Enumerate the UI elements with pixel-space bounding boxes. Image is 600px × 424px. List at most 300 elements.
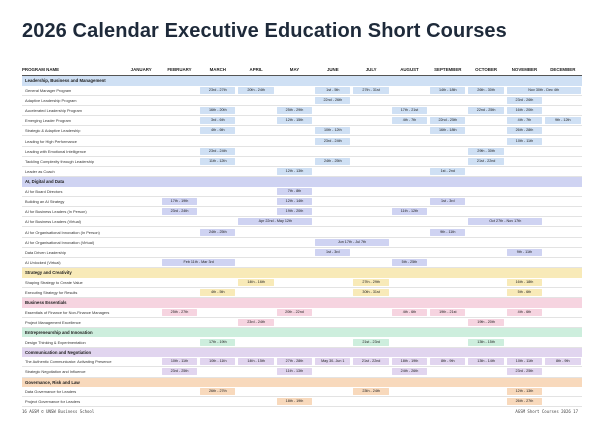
- empty-cell: [237, 207, 275, 217]
- session-dates: Nov 30th - Dec 4th: [507, 87, 581, 94]
- empty-cell: [122, 247, 160, 257]
- empty-cell: [314, 217, 352, 227]
- empty-cell: [122, 156, 160, 166]
- empty-cell: [429, 367, 467, 377]
- course-row: [22, 136, 582, 146]
- course-calendar-table: [22, 64, 582, 407]
- session-dates: 23rd - 25th: [162, 368, 197, 375]
- course-name: General Manager Program: [22, 86, 122, 96]
- session-cell: [544, 116, 582, 126]
- course-row: [22, 187, 582, 197]
- session-dates: 26th - 27th: [507, 398, 542, 405]
- session-cell: [314, 95, 352, 105]
- empty-cell: [314, 187, 352, 197]
- empty-cell: [199, 136, 237, 146]
- session-dates: 19th - 20th: [468, 319, 503, 326]
- empty-cell: [122, 105, 160, 115]
- session-cell: [160, 308, 198, 318]
- empty-cell: [237, 126, 275, 136]
- session-dates: 12th - 14th: [277, 198, 312, 205]
- empty-cell: [467, 116, 505, 126]
- empty-cell: [544, 105, 582, 115]
- empty-cell: [237, 196, 275, 206]
- empty-cell: [544, 156, 582, 166]
- session-cell: [505, 357, 543, 367]
- session-cell: [505, 86, 582, 96]
- course-row: [22, 387, 582, 397]
- session-cell: [467, 357, 505, 367]
- empty-cell: [467, 95, 505, 105]
- empty-cell: [237, 156, 275, 166]
- session-cell: [199, 116, 237, 126]
- section-header: [22, 76, 582, 86]
- session-dates: 25th - 29th: [277, 107, 312, 114]
- session-cell: [199, 156, 237, 166]
- session-dates: 13th - 14th: [468, 358, 503, 365]
- empty-cell: [237, 287, 275, 297]
- empty-cell: [467, 247, 505, 257]
- footer-right: AGSM Short Courses 2026 17: [515, 409, 578, 414]
- empty-cell: [160, 187, 198, 197]
- session-cell: [237, 86, 275, 96]
- session-cell: [199, 126, 237, 136]
- session-cell: [429, 167, 467, 177]
- empty-cell: [122, 136, 160, 146]
- empty-cell: [122, 367, 160, 377]
- empty-cell: [544, 397, 582, 407]
- empty-cell: [199, 196, 237, 206]
- session-dates: 22nd - 26th: [315, 97, 350, 104]
- session-cell: [275, 116, 313, 126]
- course-row: [22, 156, 582, 166]
- session-dates: 9th - 11th: [507, 249, 542, 256]
- session-dates: 8th - 9th: [430, 358, 465, 365]
- course-row: [22, 287, 582, 297]
- empty-cell: [352, 126, 390, 136]
- session-dates: 23th - 24th: [353, 388, 388, 395]
- course-name: Strategic Negotiation and Influence: [22, 367, 122, 377]
- session-cell: [390, 258, 428, 268]
- empty-cell: [429, 156, 467, 166]
- empty-cell: [390, 187, 428, 197]
- empty-cell: [122, 308, 160, 318]
- session-dates: 9th - 12th: [545, 117, 580, 124]
- course-name: AI for Organisational Innovation (In Person): [22, 227, 122, 237]
- session-cell: [314, 247, 352, 257]
- empty-cell: [275, 237, 313, 247]
- session-dates: 18th - 19th: [392, 358, 427, 365]
- session-cell: [160, 357, 198, 367]
- column-header-april: APRIL: [237, 64, 275, 76]
- empty-cell: [390, 196, 428, 206]
- empty-cell: [122, 317, 160, 327]
- empty-cell: [237, 247, 275, 257]
- empty-cell: [314, 207, 352, 217]
- column-header-february: FEBRUARY: [160, 64, 198, 76]
- session-dates: 16th - 20th: [200, 107, 235, 114]
- empty-cell: [275, 95, 313, 105]
- empty-cell: [352, 146, 390, 156]
- course-name: Leader as Coach: [22, 167, 122, 177]
- session-cell: [314, 136, 352, 146]
- empty-cell: [237, 397, 275, 407]
- empty-cell: [467, 207, 505, 217]
- empty-cell: [237, 95, 275, 105]
- session-dates: Feb 11th - Mar 3rd: [162, 259, 236, 266]
- session-dates: 23rd - 24th: [315, 138, 350, 145]
- empty-cell: [160, 136, 198, 146]
- empty-cell: [390, 278, 428, 288]
- empty-cell: [467, 258, 505, 268]
- empty-cell: [544, 278, 582, 288]
- empty-cell: [467, 196, 505, 206]
- session-cell: [199, 357, 237, 367]
- session-dates: 21st - 23rd: [353, 339, 388, 346]
- empty-cell: [544, 217, 582, 227]
- section-header: [22, 347, 582, 357]
- empty-cell: [390, 227, 428, 237]
- empty-cell: [237, 258, 275, 268]
- session-dates: 23rd - 26th: [507, 97, 542, 104]
- empty-cell: [352, 207, 390, 217]
- empty-cell: [160, 156, 198, 166]
- session-dates: 4th - 6th: [507, 309, 542, 316]
- session-dates: 23rd - 24th: [162, 208, 197, 215]
- session-dates: 11th - 12th: [200, 158, 235, 165]
- session-cell: [390, 308, 428, 318]
- empty-cell: [467, 237, 505, 247]
- course-row: [22, 237, 582, 247]
- empty-cell: [390, 95, 428, 105]
- session-cell: [429, 357, 467, 367]
- empty-cell: [467, 308, 505, 318]
- empty-cell: [237, 337, 275, 347]
- empty-cell: [429, 278, 467, 288]
- empty-cell: [505, 167, 543, 177]
- session-cell: [505, 95, 543, 105]
- session-dates: Jun 17th - Jul 7th: [315, 239, 389, 246]
- session-cell: [505, 247, 543, 257]
- empty-cell: [544, 247, 582, 257]
- session-cell: [390, 207, 428, 217]
- section-header: [22, 327, 582, 337]
- session-cell: [314, 357, 352, 367]
- section-title: Business Essentials: [22, 298, 582, 308]
- session-cell: [467, 105, 505, 115]
- empty-cell: [237, 167, 275, 177]
- course-name: Shaping Strategy to Create Value: [22, 278, 122, 288]
- session-cell: [505, 278, 543, 288]
- empty-cell: [390, 397, 428, 407]
- empty-cell: [160, 105, 198, 115]
- session-dates: 29th - 30th: [468, 148, 503, 155]
- session-cell: [352, 278, 390, 288]
- empty-cell: [122, 337, 160, 347]
- session-dates: 8th - 9th: [545, 358, 580, 365]
- empty-cell: [544, 207, 582, 217]
- session-cell: [429, 196, 467, 206]
- session-dates: 12th - 13th: [277, 168, 312, 175]
- empty-cell: [237, 308, 275, 318]
- empty-cell: [352, 136, 390, 146]
- session-cell: [199, 105, 237, 115]
- session-dates: 17th - 21st: [392, 107, 427, 114]
- empty-cell: [160, 227, 198, 237]
- empty-cell: [390, 167, 428, 177]
- session-cell: [429, 86, 467, 96]
- course-row: [22, 227, 582, 237]
- column-header-june: JUNE: [314, 64, 352, 76]
- session-dates: 19th - 20th: [277, 208, 312, 215]
- empty-cell: [544, 237, 582, 247]
- session-dates: 4th - 6th: [392, 309, 427, 316]
- empty-cell: [122, 227, 160, 237]
- empty-cell: [352, 156, 390, 166]
- course-row: [22, 196, 582, 206]
- session-cell: [275, 105, 313, 115]
- empty-cell: [544, 387, 582, 397]
- empty-cell: [160, 397, 198, 407]
- session-cell: [390, 357, 428, 367]
- empty-cell: [314, 167, 352, 177]
- session-cell: [275, 367, 313, 377]
- empty-cell: [237, 187, 275, 197]
- empty-cell: [467, 167, 505, 177]
- course-name: Leading for High Performance: [22, 136, 122, 146]
- session-cell: [544, 357, 582, 367]
- empty-cell: [199, 237, 237, 247]
- session-cell: [199, 287, 237, 297]
- empty-cell: [544, 146, 582, 156]
- course-row: [22, 95, 582, 105]
- footer-left: 16 AGSM © UNSW Business School: [22, 409, 95, 414]
- session-dates: 14th - 16th: [238, 279, 273, 286]
- course-name: AI for Organisational Innovation (Virtual): [22, 237, 122, 247]
- session-dates: 23rd - 27th: [200, 87, 235, 94]
- empty-cell: [237, 146, 275, 156]
- session-cell: [505, 105, 543, 115]
- session-cell: [275, 196, 313, 206]
- column-header-march: MARCH: [199, 64, 237, 76]
- empty-cell: [352, 95, 390, 105]
- empty-cell: [160, 146, 198, 156]
- session-cell: [237, 357, 275, 367]
- session-dates: 10th - 11th: [162, 358, 197, 365]
- session-dates: 14th - 18th: [430, 87, 465, 94]
- empty-cell: [160, 95, 198, 105]
- table-header-row: [22, 64, 582, 76]
- session-cell: [352, 387, 390, 397]
- session-dates: 17th - 19th: [162, 198, 197, 205]
- empty-cell: [352, 247, 390, 257]
- section-header: [22, 268, 582, 278]
- empty-cell: [160, 237, 198, 247]
- session-cell: [237, 217, 314, 227]
- section-header: [22, 377, 582, 387]
- section-title: Leadership, Business and Management: [22, 76, 582, 86]
- session-dates: 10th - 12th: [315, 127, 350, 134]
- empty-cell: [199, 95, 237, 105]
- course-name: AI Unlocked (Virtual): [22, 258, 122, 268]
- section-header: [22, 298, 582, 308]
- session-cell: [429, 116, 467, 126]
- course-name: Accelerated Leadership Program: [22, 105, 122, 115]
- session-cell: [467, 86, 505, 96]
- empty-cell: [275, 387, 313, 397]
- session-dates: 4th - 5th: [200, 289, 235, 296]
- empty-cell: [505, 237, 543, 247]
- empty-cell: [352, 196, 390, 206]
- session-cell: [275, 207, 313, 217]
- empty-cell: [467, 287, 505, 297]
- section-title: AI, Digital and Data: [22, 177, 582, 187]
- session-dates: 14th - 15th: [238, 358, 273, 365]
- session-cell: [467, 146, 505, 156]
- empty-cell: [199, 397, 237, 407]
- empty-cell: [352, 116, 390, 126]
- empty-cell: [390, 156, 428, 166]
- session-dates: 18th - 19th: [277, 398, 312, 405]
- session-dates: 4th - 7th: [392, 117, 427, 124]
- empty-cell: [275, 317, 313, 327]
- course-name: AI for Business Leaders (In Person): [22, 207, 122, 217]
- course-name: AI for Business Leaders (Virtual): [22, 217, 122, 227]
- session-cell: [352, 86, 390, 96]
- session-cell: [199, 387, 237, 397]
- empty-cell: [544, 95, 582, 105]
- empty-cell: [467, 278, 505, 288]
- course-name: Leading with Emotional Intelligence: [22, 146, 122, 156]
- session-dates: 1st - 3rd: [315, 249, 350, 256]
- empty-cell: [314, 387, 352, 397]
- session-dates: May 30- Jun 1: [315, 358, 350, 365]
- section-title: Communication and Negotiation: [22, 347, 582, 357]
- empty-cell: [275, 146, 313, 156]
- session-dates: 1st - 2nd: [430, 168, 465, 175]
- column-header-august: AUGUST: [390, 64, 428, 76]
- session-dates: 10th - 11th: [507, 138, 542, 145]
- empty-cell: [505, 146, 543, 156]
- session-dates: 17th - 19th: [200, 339, 235, 346]
- course-row: [22, 247, 582, 257]
- session-dates: 24th - 25th: [315, 158, 350, 165]
- session-dates: 27th - 31st: [353, 87, 388, 94]
- empty-cell: [467, 126, 505, 136]
- empty-cell: [314, 367, 352, 377]
- empty-cell: [390, 217, 428, 227]
- empty-cell: [429, 247, 467, 257]
- session-dates: 23rd - 25th: [507, 368, 542, 375]
- empty-cell: [314, 116, 352, 126]
- empty-cell: [275, 136, 313, 146]
- empty-cell: [544, 337, 582, 347]
- session-dates: Apr 22nd - May 12th: [238, 218, 312, 225]
- empty-cell: [314, 287, 352, 297]
- page-title: 2026 Calendar Executive Education Short Courses: [22, 20, 507, 42]
- course-row: [22, 217, 582, 227]
- session-dates: 25th - 27th: [162, 309, 197, 316]
- session-dates: 16th - 20th: [507, 107, 542, 114]
- empty-cell: [314, 258, 352, 268]
- session-cell: [275, 187, 313, 197]
- empty-cell: [122, 237, 160, 247]
- empty-cell: [467, 187, 505, 197]
- session-dates: 9th - 11th: [430, 229, 465, 236]
- empty-cell: [352, 227, 390, 237]
- session-dates: 11th - 12th: [392, 208, 427, 215]
- course-name: Project Governance for Leaders: [22, 397, 122, 407]
- empty-cell: [429, 207, 467, 217]
- empty-cell: [122, 397, 160, 407]
- empty-cell: [275, 86, 313, 96]
- session-dates: 4th - 6th: [200, 127, 235, 134]
- empty-cell: [199, 317, 237, 327]
- empty-cell: [199, 187, 237, 197]
- session-dates: 3rd - 6th: [200, 117, 235, 124]
- course-name: Design Thinking & Experimentation: [22, 337, 122, 347]
- session-dates: 10th - 11th: [200, 358, 235, 365]
- session-dates: 16th - 18th: [430, 127, 465, 134]
- empty-cell: [314, 105, 352, 115]
- empty-cell: [505, 337, 543, 347]
- empty-cell: [237, 367, 275, 377]
- session-dates: 23rd - 24th: [200, 148, 235, 155]
- empty-cell: [352, 105, 390, 115]
- session-cell: [352, 337, 390, 347]
- empty-cell: [429, 146, 467, 156]
- empty-cell: [122, 387, 160, 397]
- empty-cell: [390, 317, 428, 327]
- empty-cell: [467, 397, 505, 407]
- column-header-november: NOVEMBER: [505, 64, 543, 76]
- course-name: Building an AI Strategy: [22, 196, 122, 206]
- empty-cell: [275, 247, 313, 257]
- empty-cell: [429, 317, 467, 327]
- empty-cell: [544, 187, 582, 197]
- column-header-may: MAY: [275, 64, 313, 76]
- empty-cell: [275, 126, 313, 136]
- column-header-december: DECEMBER: [544, 64, 582, 76]
- session-dates: 7th - 8th: [277, 188, 312, 195]
- session-dates: 24th - 25th: [200, 229, 235, 236]
- empty-cell: [429, 258, 467, 268]
- empty-cell: [122, 95, 160, 105]
- empty-cell: [390, 126, 428, 136]
- session-cell: [429, 308, 467, 318]
- session-dates: 16th - 18th: [507, 279, 542, 286]
- table-body: [22, 76, 582, 407]
- empty-cell: [429, 337, 467, 347]
- empty-cell: [314, 317, 352, 327]
- session-cell: [160, 367, 198, 377]
- course-row: [22, 258, 582, 268]
- empty-cell: [505, 196, 543, 206]
- empty-cell: [122, 187, 160, 197]
- empty-cell: [505, 187, 543, 197]
- session-cell: [505, 116, 543, 126]
- empty-cell: [314, 227, 352, 237]
- empty-cell: [199, 278, 237, 288]
- session-cell: [505, 136, 543, 146]
- empty-cell: [237, 136, 275, 146]
- empty-cell: [122, 146, 160, 156]
- empty-cell: [160, 86, 198, 96]
- empty-cell: [122, 167, 160, 177]
- empty-cell: [429, 387, 467, 397]
- session-dates: 21st - 22nd: [468, 158, 503, 165]
- session-cell: [467, 337, 505, 347]
- empty-cell: [122, 86, 160, 96]
